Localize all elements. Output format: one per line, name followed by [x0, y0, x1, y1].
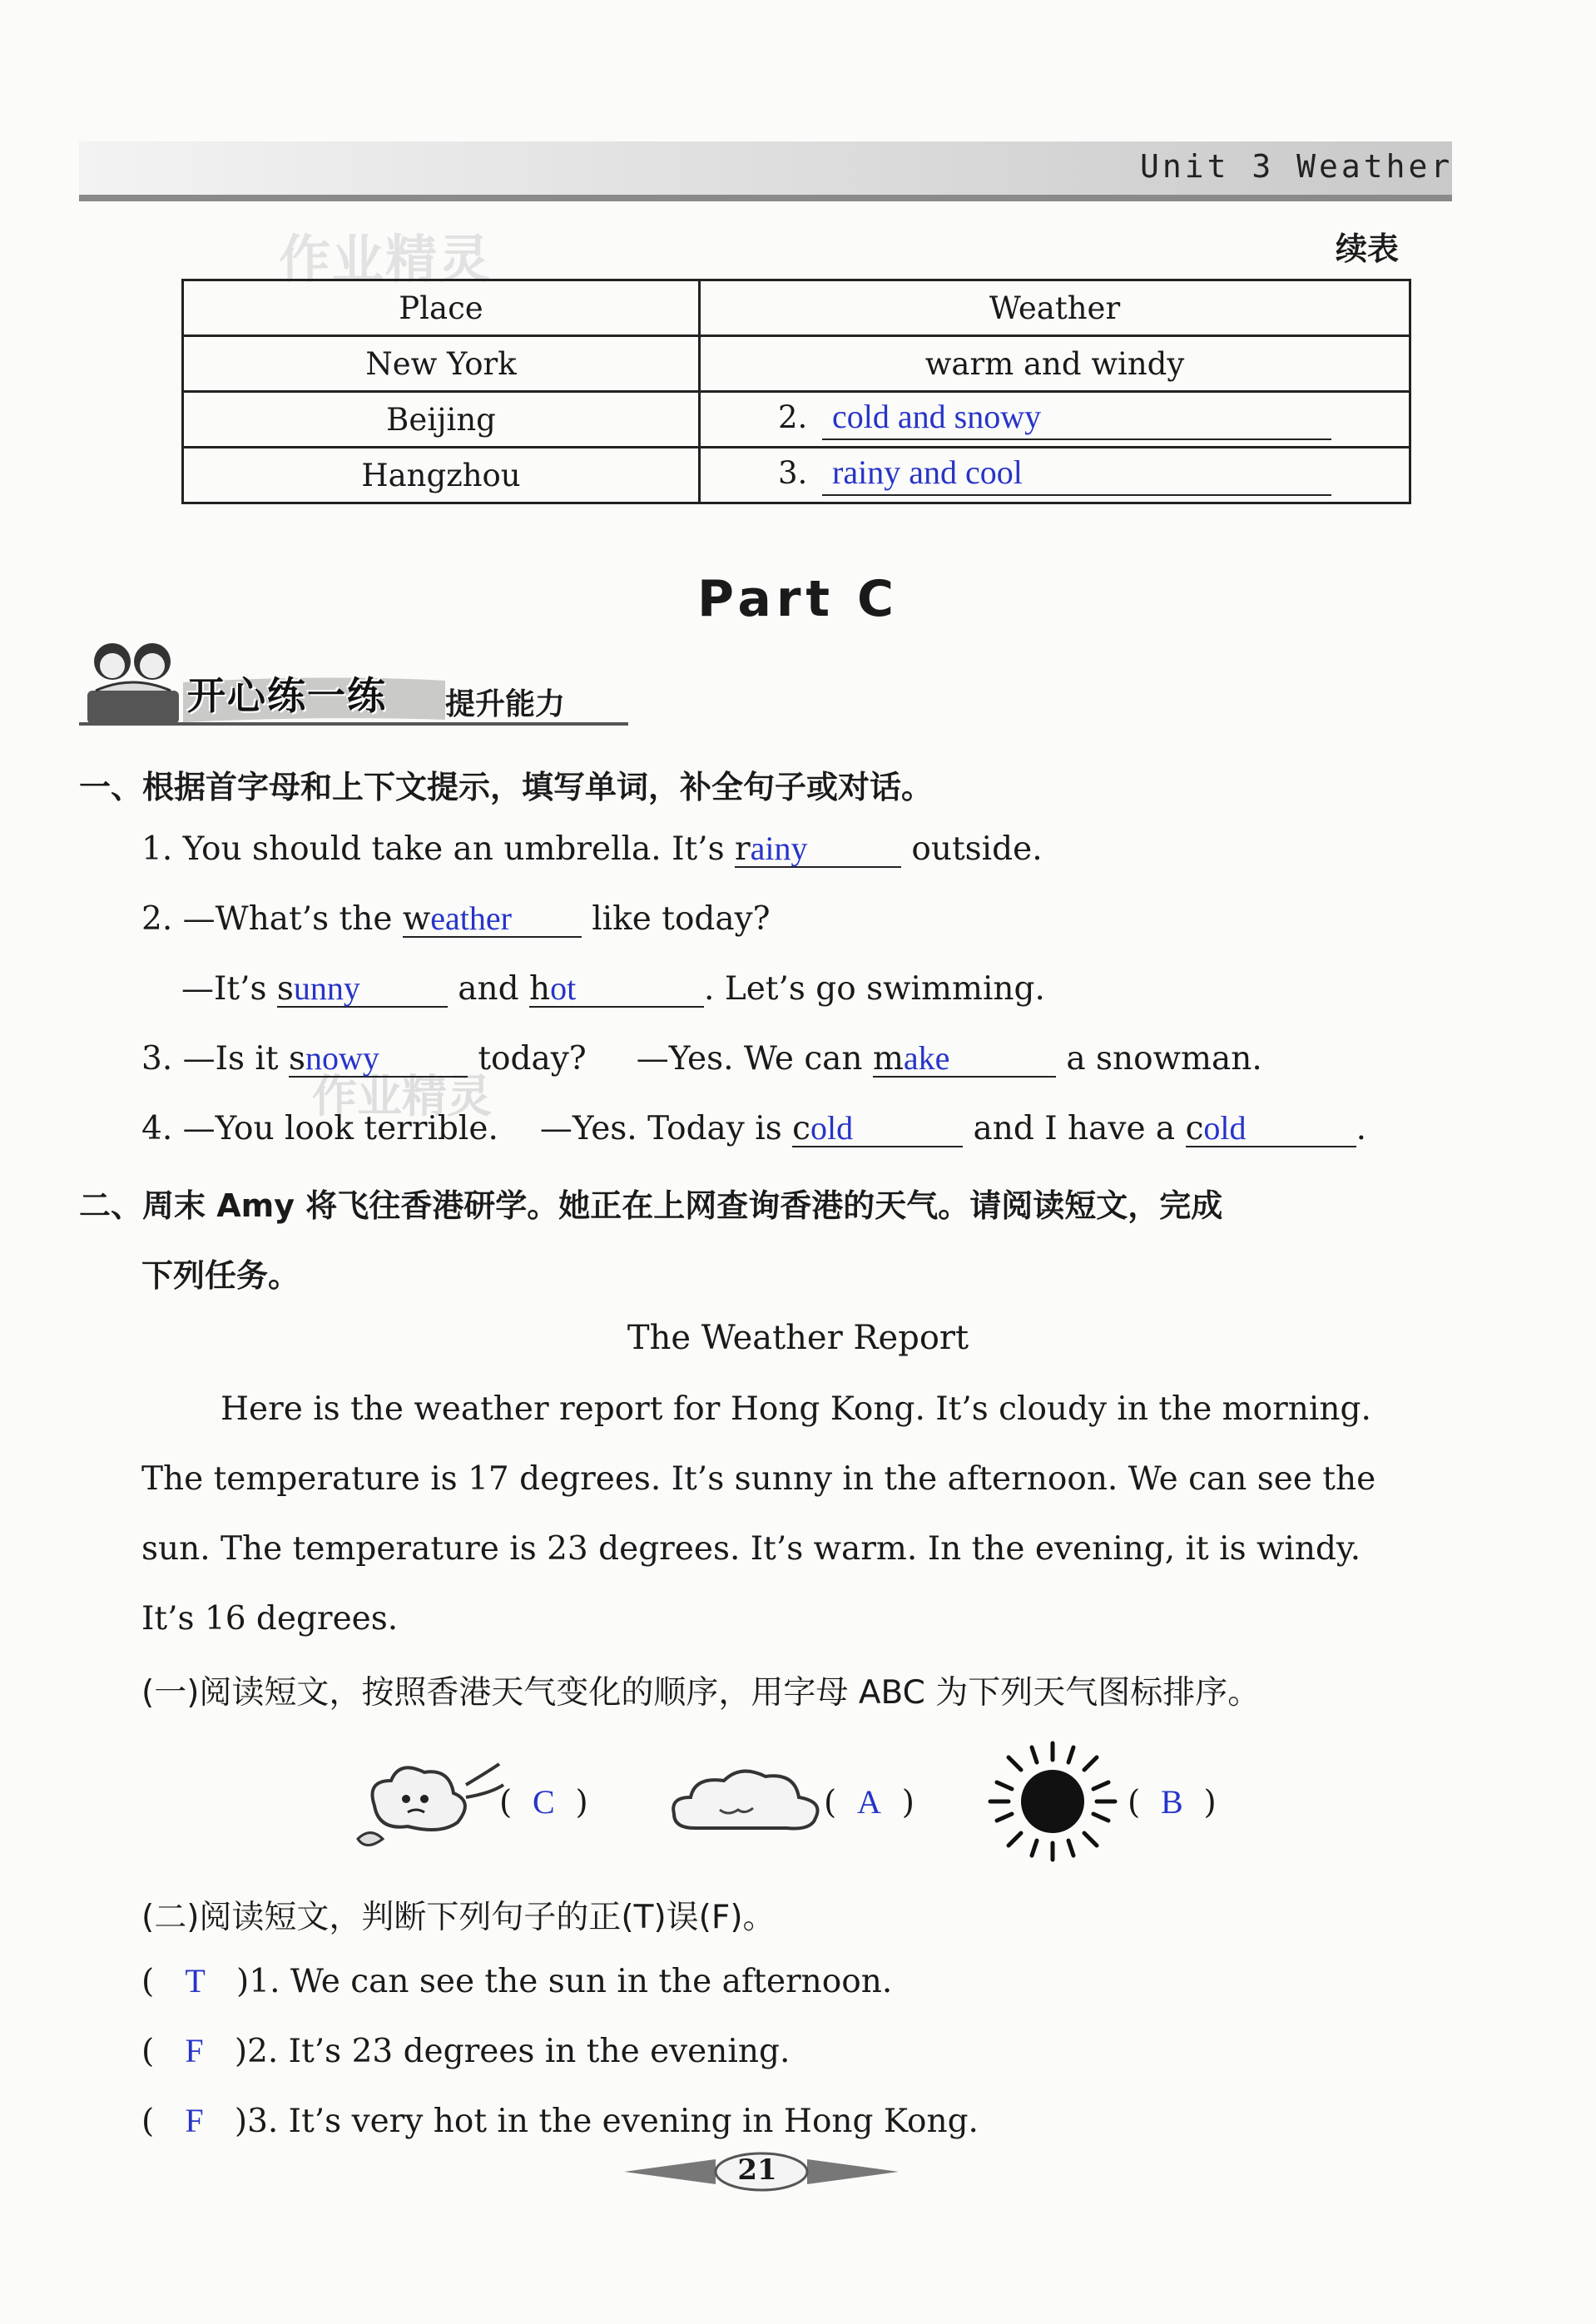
item-number: 3.: [777, 455, 808, 491]
section2-heading-cont: 下列任务。: [141, 1257, 300, 1294]
question-text: and I have a: [963, 1110, 1186, 1147]
tf-answer: T: [185, 1962, 206, 1999]
answer-text: ake: [903, 1039, 950, 1077]
answer-blank: [529, 968, 704, 1008]
tf-statement: )1. We can see the sun in the afternoon.: [236, 1963, 893, 2000]
item-number: 2.: [777, 399, 808, 435]
part-title: Part C: [696, 570, 900, 628]
initial-letter: c: [1185, 1110, 1204, 1147]
initial-letter: w: [402, 900, 431, 938]
windy-icon: [341, 1747, 508, 1856]
order-answer-sunny: ( B ): [1128, 1783, 1217, 1821]
question-text: today?: [467, 1040, 587, 1078]
table-continued-label: 续表: [1336, 230, 1400, 267]
weather-table: [181, 279, 1411, 504]
question-text: . Let’s go swimming.: [704, 970, 1045, 1008]
banner-subtitle: 提升能力: [445, 687, 566, 721]
question-text: 2. —What’s the: [141, 900, 403, 938]
answer-blank: rainy and cool: [822, 454, 1331, 496]
tf-answer: F: [185, 2032, 204, 2069]
question-text: 1. You should take an umbrella. It’s: [141, 830, 735, 868]
unit-title: Unit 3 Weather: [1140, 148, 1454, 185]
answer-blank: [792, 1107, 963, 1147]
table-row: [183, 336, 1410, 392]
question-text: —Yes. Today is: [539, 1110, 793, 1147]
initial-letter: s: [276, 970, 294, 1008]
header-weather: Weather: [700, 280, 1410, 336]
answer-text: C: [533, 1783, 555, 1821]
initial-letter: s: [288, 1040, 305, 1078]
page-number: 21: [737, 2153, 777, 2187]
header-place: Place: [183, 280, 700, 336]
question-4: [141, 1107, 1366, 1147]
watermark: 作业精灵: [312, 1070, 492, 1122]
question-text: 4. —You look terrible.: [141, 1110, 498, 1147]
question-2a: [141, 898, 771, 938]
section2-heading: 二、周末 Amy 将飞往香港研学。她正在上网查询香港的天气。请阅读短文，完成: [79, 1187, 1223, 1224]
question-text: and: [447, 970, 530, 1008]
question-text: outside.: [901, 830, 1043, 868]
initial-letter: r: [735, 830, 751, 868]
tf-answer: F: [185, 2102, 204, 2139]
question-text: .: [1356, 1110, 1366, 1147]
answer-blank: [873, 1038, 1056, 1078]
answer-text: ot: [550, 969, 577, 1007]
initial-letter: c: [792, 1110, 810, 1147]
weather-cell: [700, 448, 1410, 503]
answer-blank: [403, 898, 582, 938]
answer-blank: [277, 968, 448, 1008]
order-answer-windy: ( C ): [499, 1783, 588, 1821]
answer-text: old: [1203, 1109, 1247, 1147]
tf-item: ( F )3. It’s very hot in the evening in Hong Kong.: [141, 2102, 979, 2140]
answer-text: eather: [430, 899, 512, 937]
initial-letter: m: [872, 1040, 904, 1078]
tf-item: ( F )2. It’s 23 degrees in the evening.: [141, 2032, 791, 2070]
answer-blank: cold and snowy: [822, 399, 1331, 440]
question-text: a snowman.: [1055, 1040, 1262, 1078]
watermark: 作业精灵: [279, 229, 493, 290]
banner-title: 开心练一练: [187, 673, 387, 718]
place-cell: New York: [183, 336, 700, 392]
question-1: [141, 828, 1043, 868]
tf-item: ( T )1. We can see the sun in the afternoon.: [141, 1962, 893, 2000]
answer-blank: [1186, 1107, 1356, 1147]
answer-text: ainy: [750, 830, 808, 867]
tf-statement: )3. It’s very hot in the evening in Hong Kong.: [234, 2103, 979, 2140]
report-title: The Weather Report: [627, 1319, 969, 1357]
initial-letter: h: [529, 970, 551, 1008]
report-paragraph: It’s 16 degrees.: [141, 1600, 399, 1638]
weather-cell: warm and windy: [700, 336, 1410, 392]
answer-text: unny: [293, 969, 360, 1007]
order-answer-cloudy: ( A ): [824, 1783, 914, 1821]
table-row: [183, 448, 1410, 503]
report-paragraph: Here is the weather report for Hong Kong. It’s cloudy in the morning.: [221, 1390, 1371, 1428]
place-cell: Beijing: [183, 392, 700, 448]
tf-statement: )2. It’s 23 degrees in the evening.: [234, 2033, 791, 2070]
header-rule: [79, 195, 1452, 201]
sunny-icon: [982, 1739, 1123, 1864]
task2-instruction: (二)阅读短文，判断下列句子的正(T)误(F)。: [141, 1899, 776, 1936]
question-text: —Yes. We can: [636, 1040, 873, 1078]
table-row: [183, 392, 1410, 448]
task1-instruction: (一)阅读短文，按照香港天气变化的顺序，用字母 ABC 为下列天气图标排序。: [141, 1674, 1261, 1712]
answer-text: nowy: [305, 1039, 379, 1077]
answer-text: B: [1161, 1783, 1183, 1821]
table-header-row: [183, 280, 1410, 336]
question-text: 3. —Is it: [141, 1040, 289, 1078]
answer-blank: [289, 1038, 468, 1078]
place-cell: Hangzhou: [183, 448, 700, 503]
question-text: —It’s: [181, 970, 277, 1008]
question-text: like today?: [581, 900, 771, 938]
question-3: [141, 1038, 1262, 1078]
weather-cell: [700, 392, 1410, 448]
answer-text: old: [810, 1109, 854, 1147]
report-paragraph: The temperature is 17 degrees. It’s sunny in the afternoon. We can see the: [141, 1460, 1376, 1498]
answer-text: A: [857, 1783, 881, 1821]
cloudy-icon: [662, 1760, 828, 1843]
answer-blank: [735, 828, 901, 868]
question-2b: [181, 968, 1045, 1008]
section1-heading: 一、根据首字母和上下文提示，填写单词，补全句子或对话。: [79, 769, 934, 805]
report-paragraph: sun. The temperature is 23 degrees. It’s warm. In the evening, it is windy.: [141, 1530, 1361, 1568]
